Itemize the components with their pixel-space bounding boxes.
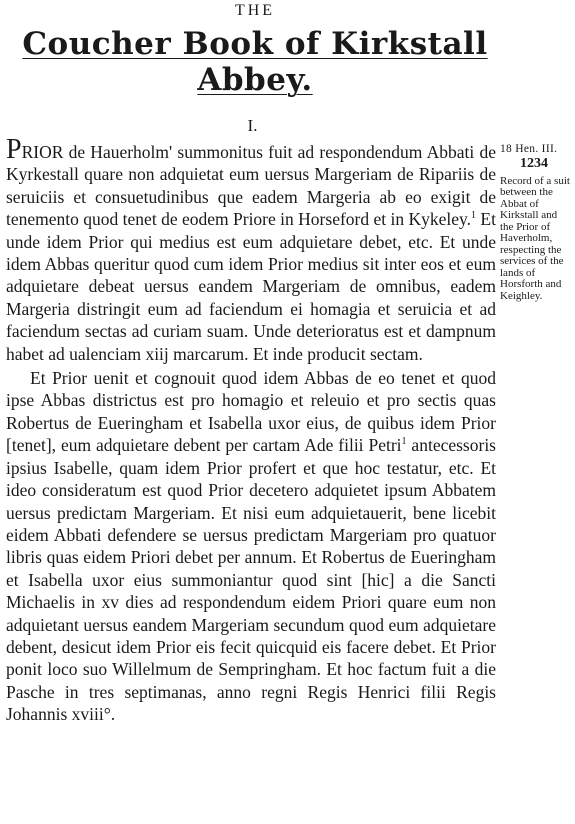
footnote-marker: 1: [401, 436, 407, 448]
marginal-year: 1234: [520, 155, 548, 171]
body-text: [6, 134, 496, 726]
marginal-note: [500, 144, 572, 302]
book-title: Coucher Book of Kirkstall Abbey.: [22, 26, 488, 98]
paragraph-2-text-a: Et Prior uenit et cognouit quod idem Abbas de eo tenet et quod ipse Abbas districtus est pro homagio et releuio et pro sectis quas Robertus de Eueringham et Isabella uxor eius, de quibus idem Prior [tenet], eum adquietare debent per cartam Ade filii Petri: [6, 368, 496, 456]
paragraph-1: [6, 134, 496, 365]
marginal-reign: 18 Hen. III.: [500, 143, 558, 155]
marginal-description: Record of a suit between the Abbat of Kirkstall and the Prior of Haverholm, respecting the services of the lands of Horsforth and Keighley.: [500, 174, 570, 302]
section-numeral: I.: [247, 116, 258, 135]
paragraph-1-text-b: Et unde idem Prior qui medius est eum adquietare debet, etc. Et unde idem Abbas queritur quod cum idem Prior medius sit inter eos et eum adquietare debeat uersus eandem Margeriam de omnibus, eadem Margeria distringit eum ad faciendum ei homagia et seruicia et ad faciendum sectas ad curiam suam. Unde deterioratus est et dampnum habet ad ualenciam xiij marcarum. Et inde producit sectam.: [6, 209, 496, 364]
paragraph-1-text-a: RIOR de Hauerholm' summonitus fuit ad respondendum Abbati de Kyrkestall quare non adquietat eum uersus Margeriam de Ripariis de seruiciis et consuetudinibus que eadem Margeria ab eo exigit de tenemento quod tenet de eodem Priore in Horseford et in Kykeley.: [6, 142, 496, 230]
paragraph-2-text-b: antecessoris ipsius Isabelle, quam idem Prior profert et que hoc testatur, etc. Et ideo consideratum est quod Prior decetero adquietet ipsum Abbatem uersus predictam Margeriam. Et nisi eum adquietauerit, bene licebit eidem Abbati defendere se uersus predictam Margeriam pro quatuor libris quas eidem Priori debet per annum. Et Robertus de Eueringham et Isabella uxor eius summoniantur quod sint [hic] a die Sancti Michaelis in xv dies ad respondendum eidem Priori quare eum non adquietant uersus eandem Margeriam secundum quod eum adquietare debent, desicut idem Prior eis fecit quicquid eis facere debet. Et Prior ponit loco suo Willelmum de Sempringham. Et hoc factum fuit a die Pasche in tres septimanas, anno regni Regis Henrici filii Regis Johannis xviii°.: [6, 435, 496, 725]
title-article: THE: [234, 2, 276, 19]
drop-cap: P: [6, 134, 22, 165]
paragraph-2: [6, 367, 496, 726]
footnote-marker: 1: [471, 210, 477, 222]
